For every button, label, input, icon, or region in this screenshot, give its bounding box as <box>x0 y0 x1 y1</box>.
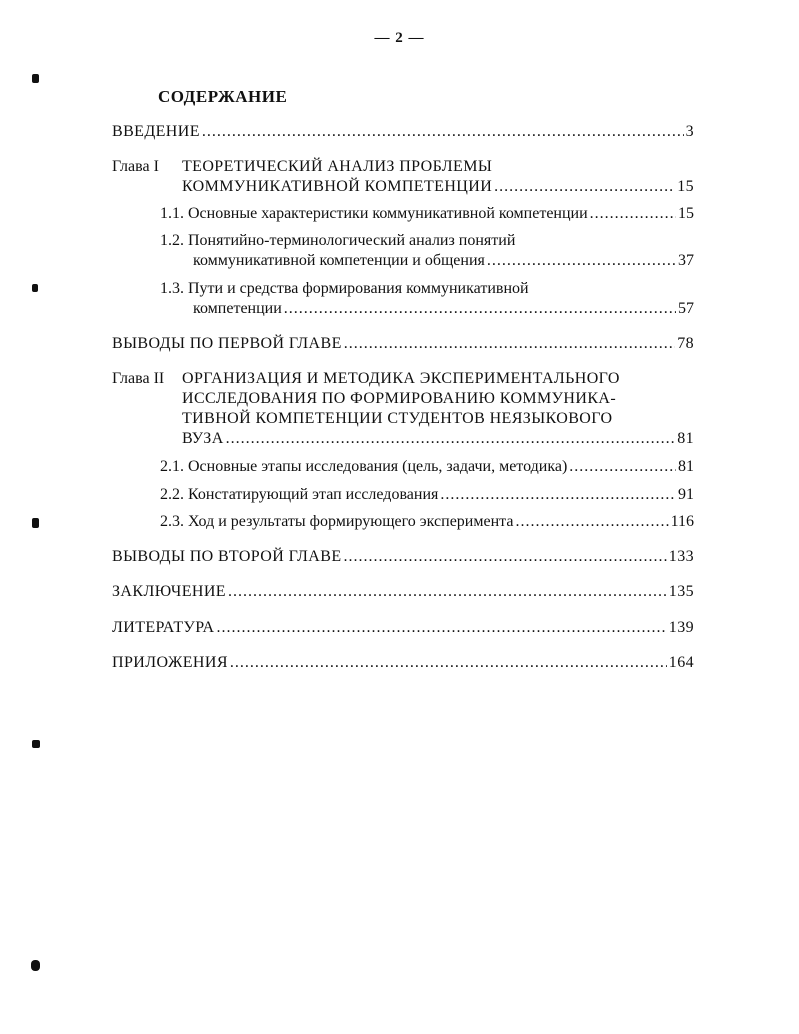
toc-entry-title: ВЫВОДЫ ПО ПЕРВОЙ ГЛАВЕ <box>112 335 342 352</box>
toc-leader-dots <box>228 582 667 602</box>
toc-entry-title: ЗАКЛЮЧЕНИЕ <box>112 583 226 600</box>
chapter-2-label: Глава II <box>112 370 165 387</box>
toc-entry-page: 133 <box>668 548 694 565</box>
toc-entry-title: 2.1. Основные этапы исследования (цель, задачи, методика) <box>160 458 568 475</box>
toc-entry-appendices[interactable] <box>112 653 694 673</box>
section-1-3-title-line2: компетенции <box>193 300 282 317</box>
toc-leader-dots <box>344 547 667 567</box>
toc-entry-chapter-1[interactable] <box>182 177 694 197</box>
toc-leader-dots <box>440 485 676 505</box>
chapter-2-title-line2[interactable]: ИССЛЕДОВАНИЯ ПО ФОРМИРОВАНИЮ КОММУНИКА- <box>182 390 617 407</box>
toc-entry-page: 15 <box>677 178 694 195</box>
toc-leader-dots <box>202 122 684 142</box>
chapter-2-title-line1[interactable]: ОРГАНИЗАЦИЯ И МЕТОДИКА ЭКСПЕРИМЕНТАЛЬНОГО <box>182 370 620 387</box>
toc-leader-dots <box>590 204 676 224</box>
toc-leader-dots <box>284 299 676 319</box>
page-title: СОДЕРЖАНИЕ <box>158 87 288 106</box>
scan-speck <box>32 284 38 292</box>
toc-entry-page: 164 <box>668 654 694 671</box>
toc-entry-title: ПРИЛОЖЕНИЯ <box>112 654 228 671</box>
chapter-2-title-line3[interactable]: ТИВНОЙ КОМПЕТЕНЦИИ СТУДЕНТОВ НЕЯЗЫКОВОГО <box>182 410 613 427</box>
toc-entry-page: 78 <box>677 335 694 352</box>
toc-entry-intro[interactable] <box>112 122 694 142</box>
toc-entry-conclusion[interactable] <box>112 582 694 602</box>
toc-entry-page: 139 <box>668 619 694 636</box>
section-1-2-title-line2: коммуникативной компетенции и общения <box>193 252 485 269</box>
toc-leader-dots <box>216 618 666 638</box>
toc-leader-dots <box>569 457 676 477</box>
toc-entry-page: 3 <box>685 123 694 140</box>
toc-leader-dots <box>494 177 675 197</box>
toc-leader-dots <box>487 251 676 271</box>
toc-entry-title: ЛИТЕРАТУРА <box>112 619 215 636</box>
toc-entry-section-1-1[interactable] <box>160 204 694 224</box>
section-1-3-title-line1[interactable]: 1.3. Пути и средства формирования коммуникативной <box>160 280 529 297</box>
toc-entry-page: 57 <box>678 300 694 317</box>
chapter-1-label: Глава I <box>112 158 159 175</box>
toc-leader-dots <box>515 512 668 532</box>
toc-entry-title: 1.1. Основные характеристики коммуникативной компетенции <box>160 205 588 222</box>
scan-speck <box>31 960 40 971</box>
toc-entry-title: ВВЕДЕНИЕ <box>112 123 200 140</box>
toc-leader-dots <box>226 429 676 449</box>
toc-entry-page: 135 <box>668 583 694 600</box>
scan-speck <box>32 518 39 528</box>
toc-entry-title: ВЫВОДЫ ПО ВТОРОЙ ГЛАВЕ <box>112 548 342 565</box>
toc-entry-page: 91 <box>678 486 694 503</box>
scan-speck <box>32 740 40 748</box>
toc-entry-page: 15 <box>678 205 694 222</box>
toc-entry-page: 37 <box>678 252 694 269</box>
toc-entry-conclusions-1[interactable] <box>112 334 694 354</box>
toc-entry-page: 116 <box>670 513 694 530</box>
toc-entry-section-1-3[interactable] <box>193 299 694 319</box>
toc-entry-title: 2.3. Ход и результаты формирующего эксперимента <box>160 513 514 530</box>
toc-entry-section-1-2[interactable] <box>193 251 694 271</box>
toc-entry-conclusions-2[interactable] <box>112 547 694 567</box>
page-number: — 2 — <box>374 30 425 46</box>
toc-entry-section-2-1[interactable] <box>160 457 694 477</box>
toc-leader-dots <box>344 334 675 354</box>
chapter-2-title-line4: ВУЗА <box>182 430 224 447</box>
toc-leader-dots <box>230 653 667 673</box>
toc-entry-section-2-3[interactable] <box>160 512 694 532</box>
toc-entry-section-2-2[interactable] <box>160 485 694 505</box>
toc-entry-chapter-2[interactable] <box>182 429 694 449</box>
chapter-1-title-line1[interactable]: ТЕОРЕТИЧЕСКИЙ АНАЛИЗ ПРОБЛЕМЫ <box>182 158 493 175</box>
toc-entry-page: 81 <box>678 458 694 475</box>
toc-entry-title: 2.2. Констатирующий этап исследования <box>160 486 439 503</box>
chapter-1-title-line2: КОММУНИКАТИВНОЙ КОМПЕТЕНЦИИ <box>182 178 493 195</box>
toc-entry-literature[interactable] <box>112 618 694 638</box>
toc-entry-page: 81 <box>677 430 694 447</box>
section-1-2-title-line1[interactable]: 1.2. Понятийно-терминологический анализ понятий <box>160 232 516 249</box>
scan-speck <box>32 74 39 83</box>
